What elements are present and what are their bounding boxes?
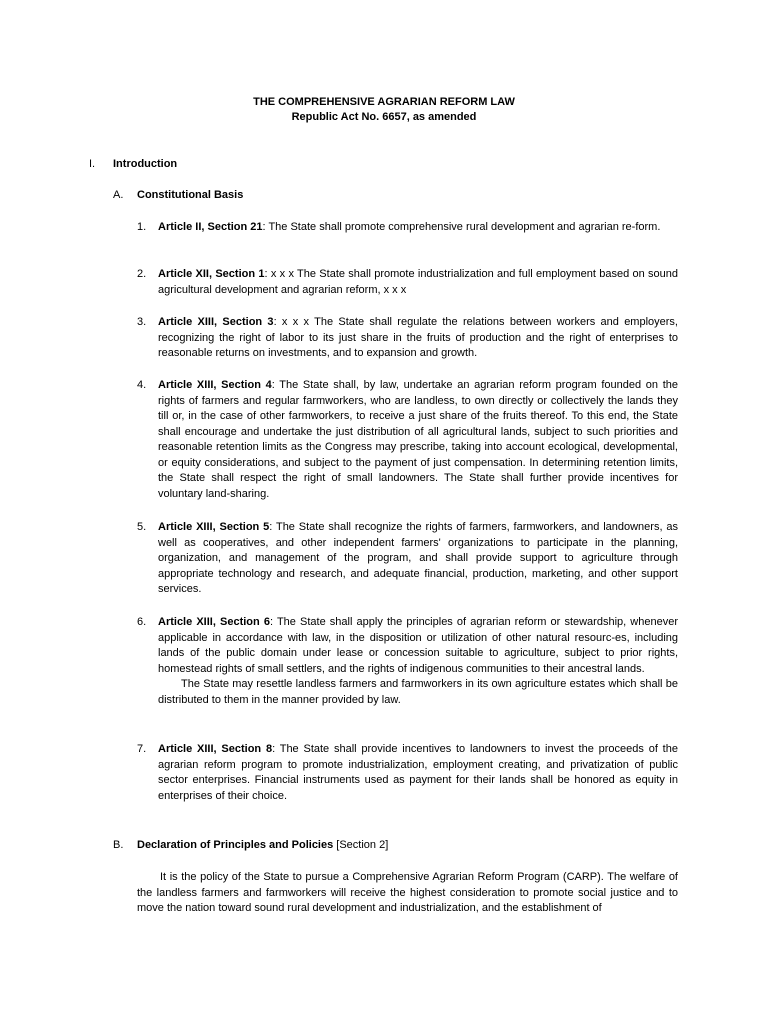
list-item-number: 1.: [137, 221, 147, 233]
subsection-heading-text: Constitutional Basis: [137, 189, 244, 201]
article-text: : The State shall, by law, undertake an agrarian reform program founded on the rights of farmers and regular farmworkers, who are landless, to own directly or collectively the lands they till or, in the case of other farmworkers, to receive a just share of the fruits thereof. To this end, the State shall encourage and undertake the just distribution of all agricultural lands, subject to such priorities and reasonable retention limits as the Congress may prescribe, taking into account ecological, developmental, or equity considerations, and subject to the payment of just compensation. In determining retention limits, the State shall respect the right of small landowners. The State shall further provide incentives for voluntary land-sharing.: [158, 379, 678, 500]
article-text: : x x x The State shall regulate the relations between workers and employers, recognizing the right of labor to its just share in the fruits of production and the right of enterprises to reasonable returns on investments, and to expansion and growth.: [158, 316, 678, 359]
list-item-continuation: The State may resettle landless farmers and farmworkers in its own agriculture estates which shall be distributed to them in the manner provided by law.: [158, 678, 678, 706]
subsection-letter: B.: [113, 839, 124, 851]
list-item-5: [137, 520, 678, 598]
list-item-number: 3.: [137, 316, 147, 328]
list-item-body: [158, 315, 678, 362]
article-reference: Article XIII, Section 4: [158, 379, 272, 391]
article-reference: Article XIII, Section 5: [158, 521, 270, 533]
list-item-4: [137, 378, 678, 502]
article-reference: Article XIII, Section 8: [158, 743, 273, 755]
list-item-number: 5.: [137, 521, 147, 533]
list-item-body: [158, 378, 678, 502]
article-text: : x x x The State shall promote industrialization and full employment based on sound agricultural development and agrarian reform, x x x: [158, 268, 678, 296]
list-item-number: 2.: [137, 268, 147, 280]
list-item-2: [137, 267, 678, 298]
list-item-6: [137, 615, 678, 708]
article-reference: Article II, Section 21: [158, 221, 263, 233]
list-item-3: [137, 315, 678, 362]
section-heading-text: Introduction: [113, 158, 178, 170]
article-text: : The State shall recognize the rights of farmers, farmworkers, and landowners, as well as cooperatives, and other independent farmers' organizations to participate in the planning, organization, and management of the program, and shall provide support to agriculture through appropriate technology and research, and adequate financial, production, marketing, and other support services.: [158, 521, 678, 595]
subsection-heading-text: [137, 838, 388, 854]
section-number: I.: [89, 158, 96, 170]
list-item-body: [158, 520, 678, 598]
article-reference: Article XIII, Section 6: [158, 616, 270, 628]
document-subtitle: Republic Act No. 6657, as amended: [291, 111, 477, 123]
document-title: THE COMPREHENSIVE AGRARIAN REFORM LAW: [253, 96, 515, 108]
list-item-1: [137, 220, 678, 236]
subsection-letter: A.: [113, 189, 124, 201]
subsection-heading-title: Declaration of Principles and Policies: [137, 839, 334, 851]
article-reference: Article XII, Section 1: [158, 268, 265, 280]
list-item-number: 6.: [137, 616, 147, 628]
list-item-body: [158, 742, 678, 804]
article-text: : The State shall provide incentives to landowners to invest the proceeds of the agrarian reform program to promote industrialization, employment creating, and privatization of public sector enterprises. Financial instruments used as payment for their lands shall be honored as equity in enterprises of their choice.: [158, 743, 678, 802]
list-item-number: 7.: [137, 743, 147, 755]
section-tag: [Section 2]: [333, 839, 389, 851]
list-item-7: [137, 742, 678, 804]
article-text: : The State shall promote comprehensive rural development and agrarian re-form.: [262, 221, 661, 233]
list-item-body: [158, 267, 678, 298]
list-item-number: 4.: [137, 379, 147, 391]
article-text: : The State shall apply the principles of agrarian reform or stewardship, whenever applicable in accordance with law, in the disposition or utilization of other natural resourc-es, including lands of the public domain under lease or concession suitable to agriculture, subject to prior rights, homestead rights of small settlers, and the rights of indigenous communities to their ancestral lands.: [158, 616, 678, 675]
list-item-body: [158, 615, 678, 677]
article-reference: Article XIII, Section 3: [158, 316, 274, 328]
policy-paragraph: It is the policy of the State to pursue a Comprehensive Agrarian Reform Program (CARP). The welfare of the landless farmers and farmworkers will receive the highest consideration to promote social justice and to move the nation toward sound rural development and industrialization, and the establishment of: [137, 871, 678, 914]
list-item-body: [158, 220, 678, 236]
